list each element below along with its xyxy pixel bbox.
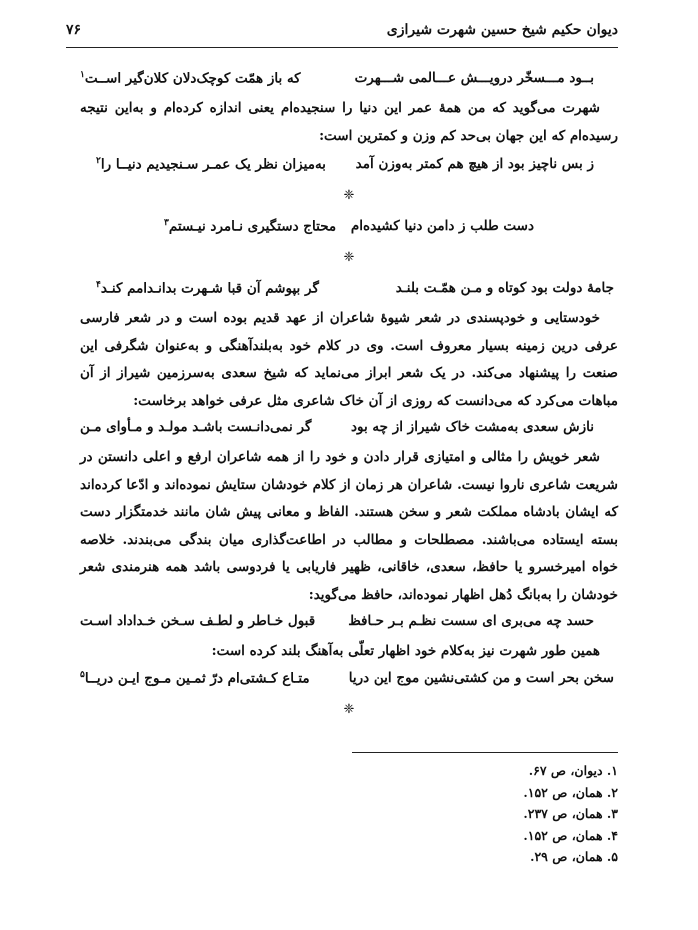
page-header [66, 22, 618, 44]
verse-3 [80, 214, 618, 243]
footnote-marker: ۳ [164, 218, 169, 228]
footnote: ۴. همان، ص ۱۵۲. [523, 827, 618, 843]
footnote: ۲. همان، ص ۱۵۲. [523, 784, 618, 800]
footnote: ۵. همان، ص ۲۹. [530, 849, 618, 864]
hemistich-left: که باز همّت کوچک‌دلان کلان‌گیر اســت$^۱$ [80, 70, 301, 87]
hemistich-left: محتاج دستگیری نـامرد نیـستم$^۳$ [164, 218, 337, 235]
hemistich-left: قبول خـاطر و لطـف سـخن خـداداد اسـت [80, 613, 316, 629]
hemistich-left: متـاع کـشتی‌ام درّ ثمـین مـوج ایـن دریــا$^۵$ [80, 669, 310, 686]
section-separator: ❈ [343, 188, 355, 203]
hemistich-right: نازش سعدی به‌مشت خاک شیراز از چه بود [350, 419, 594, 435]
verse-1 [80, 66, 618, 95]
section-separator: ❈ [343, 250, 355, 265]
page-number: ۷۶ [66, 22, 82, 38]
paragraph-2: خودستایی و خودپسندی در شعر شیوهٔ شاعران از عهد قدیم بوده است و در شعر فارسی عرفی درین زمینه بسیار معروف است. وی در کلام خود به‌بلندآهنگی و به‌عنوان شگرفی این صنعت را پیشنهاد می‌کند. در یک شعر ابراز می‌نماید که شیخ سعدی به‌سرزمین شیراز از آن مباهات می‌کرد که می‌دانست که روزی از آن خاک شاعری مثل عرفی خواهد برخاست: [80, 310, 618, 409]
footnote-marker: ۱ [80, 70, 85, 80]
running-title: دیوان حکیم شیخ حسین شهرت شیرازی [386, 22, 618, 38]
hemistich-right: حسد چه می‌بری ای سست نظـم بـر حـافظ [348, 613, 594, 629]
footnote: ۱. دیوان، ص ۶۷. [528, 763, 618, 778]
hemistich-right: دست طلب ز دامن دنیا کشیده‌ام [350, 218, 534, 234]
paragraph-1: شهرت می‌گوید که من همهٔ عمر این دنیا را سنجیده‌ام یعنی اندازه کرده‌ام و به‌این نتیجه رسیده‌ام که این جهان بی‌حد کم وزن و کمترین است: [80, 100, 618, 144]
hemistich-right: ز بس ناچیز بود از هیچ هم کمتر به‌وزن آمد [355, 156, 594, 172]
section-separator: ❈ [343, 701, 355, 717]
hemistich-right: سخن بحر است و من کشتی‌نشین موج این دریا [348, 669, 614, 686]
footnote: ۳. همان، ص ۲۳۷. [523, 806, 618, 821]
hemistich-left: گر نمی‌دانـست باشـد مولـد و مـأوای مـن [80, 419, 312, 435]
hemistich-left: گر بپوشم آن قبا شـهرت بدانـدامم کنـد$^۴$ [96, 280, 319, 297]
footnote-rule [352, 752, 618, 753]
page-body [80, 66, 618, 724]
verse-5 [80, 415, 618, 444]
footnotes [318, 760, 618, 868]
paragraph-3: شعر خویش را مثالی و امتیازی قرار دادن و خود را از همه شاعران ارفع و اعلی دانستن در شریعت شاعری ناروا نیست. شاعران هر زمان از کلام خودشان ستایش نموده‌اند و ادّعا کرده‌اند که ایشان بادشاه مملکت شعر و سخن هستند. الفاظ و معانی پیش شان مانند خدمتگزار دست بسته ایستاده می‌باشند. مصطلحات و مطالب در اطاعت‌گذاری میان بندگی می‌بندند. خلاصه خواه امیرخسرو یا حافظ، سعدی، خاقانی، ظهیر فاریابی یا فردوسی باشد همه هنرمندی شعر خودشان را به‌بانگ دُهل اظهار نموده‌اند، حافظ می‌گوید: [80, 449, 618, 603]
paragraph-4: همین طور شهرت نیز به‌کلام خود اظهار تعلّی به‌آهنگ بلند کرده است: [211, 643, 600, 659]
verse-2 [80, 152, 618, 181]
verse-7 [80, 666, 618, 695]
header-rule [66, 47, 618, 48]
hemistich-right: جامهٔ دولت بود کوتاه و مـن همّـت بلنـد [395, 280, 614, 296]
hemistich-right: بــود مـــسخّر درویـــش عـــالمی شـــهرت [354, 70, 594, 86]
hemistich-left: به‌میزان نظر یک عمـر سـنجیدیم دنیــا را$^۲$ [96, 156, 326, 173]
verse-6 [80, 609, 618, 638]
footnote-marker: ۴ [96, 280, 101, 290]
footnote-marker: ۲ [96, 156, 101, 166]
verse-4 [80, 276, 618, 305]
footnote-marker: ۵ [80, 669, 85, 680]
